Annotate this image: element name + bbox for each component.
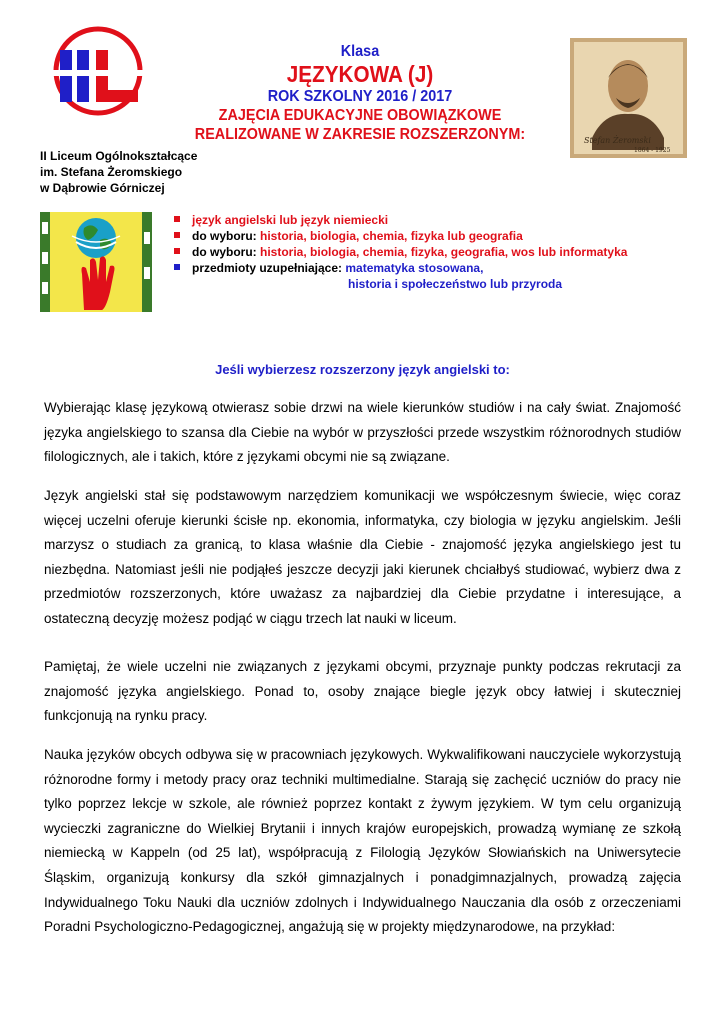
subject-item-continuation [172, 276, 652, 292]
paragraph: Nauka języków obcych odbywa się w pracowniach językowych. Wykwalifikowani nauczyciele wykorzystują różnorodne formy i metody pracy oraz techniki multimedialne. Starają się zachęcić uczniów do pracy nie tylko poprzez lekcje w szkole, ale również poprzez kontakt z żywym językiem. W tym celu organizują wycieczki zagraniczne do Wielkiej Brytanii i innych krajów europejskich, prowadzą wymianę ze szkołą niemiecką w Kappeln (od 25 lat), współpracują z Filologią Języków Słowiańskich na Uniwersytecie Śląskim, organizują konkursy dla szkół gimnazjalnych i ponadgimnazjalnych, prowadzą zajęcia Indywidualnego Toku Nauki dla uczniów zdolnych i Indywidualnego Nauczania dla osób z orzeczeniami Poradni Psychologiczno-Pedagogicznej, angażują się w projekty międzynarodowe, na przykład: [44, 747, 681, 935]
subject-text: historia i społeczeństwo lub przyroda [348, 277, 563, 291]
subject-item [172, 212, 652, 228]
subject-item [172, 244, 652, 260]
paragraph: Wybierając klasę językową otwierasz sobie drzwi na wiele kierunków studiów i na cały świat. Znajomość języka angielskiego to szansa dla Ciebie na wybór w przyszłości przede wszystkim różnorodnych studiów filologicznych, ale i takich, które z językami obcymi nie są związane. [44, 400, 681, 465]
bullet-icon [174, 216, 180, 222]
subject-text: historia, biologia, chemia, fizyka, geografia, wos lub informatyka [260, 245, 628, 259]
bullet-icon [174, 248, 180, 254]
globe-hand-illustration [40, 212, 152, 312]
school-name [40, 148, 197, 196]
subject-text: język angielski lub język niemiecki [192, 213, 389, 227]
subject-label: przedmioty uzupełniające: [192, 261, 343, 275]
header-line-1: ZAJĘCIA EDUKACYJNE OBOWIĄZKOWE [218, 107, 502, 124]
portrait-dates: 1864 - 1925 [634, 147, 671, 154]
class-name: JĘZYKOWA (J) [286, 61, 434, 87]
subject-label: do wyboru: [192, 245, 257, 259]
subject-text: matematyka stosowana, [345, 261, 484, 275]
school-year: ROK SZKOLNY 2016 / 2017 [267, 88, 453, 105]
header-line-2: REALIZOWANE W ZAKRESIE ROZSZERZONYM: [194, 126, 526, 143]
bullet-icon [174, 232, 180, 238]
portrait-signature: Stefan Żeromski [584, 136, 651, 145]
header [189, 42, 531, 144]
school-name-line-2: im. Stefana Żeromskiego [40, 165, 183, 179]
class-label: Klasa [340, 43, 380, 60]
subjects-list [172, 212, 652, 292]
paragraph: Pamiętaj, że wiele uczelni nie związanych z językami obcymi, przyznaje punkty podczas rekrutacji za znajomość języka angielskiego. Ponad to, osoby znające biegle język obcy łatwiej i skuteczniej funkcjonują na rynku pracy. [44, 659, 681, 724]
school-name-line-3: w Dąbrowie Górniczej [40, 181, 165, 195]
subject-label: do wyboru: [192, 229, 257, 243]
paragraph: Język angielski stał się podstawowym narzędziem komunikacji we współczesnym świecie, więc coraz więcej uczelni oferuje kierunki ścisłe np. ekonomia, informatyka, czy biologia w języku angielskim. Jeśli marzysz o studiach za granicą, to klasa właśnie dla Ciebie - znajomość języka angielskiego jest tu niezbędna. Natomiast jeśli nie podjąłeś jeszcze decyzji jaki kierunek chciałbyś studiować, wybierz dwa z przedmiotów rozszerzonych, które uważasz za najbardziej dla Ciebie przydatne i interesujące, a ostateczną decyzję możesz podjąć w ciągu trzech lat nauki w liceum. [44, 488, 681, 626]
bullet-icon [174, 264, 180, 270]
school-logo [38, 22, 150, 120]
subject-text: historia, biologia, chemia, fizyka lub geografia [260, 229, 523, 243]
section-heading: Jeśli wybierzesz rozszerzony język angielski to: [215, 362, 510, 377]
patron-portrait [570, 38, 687, 158]
subject-item [172, 260, 652, 276]
school-name-line-1: II Liceum Ogólnokształcące [40, 149, 198, 163]
subject-item [172, 228, 652, 244]
